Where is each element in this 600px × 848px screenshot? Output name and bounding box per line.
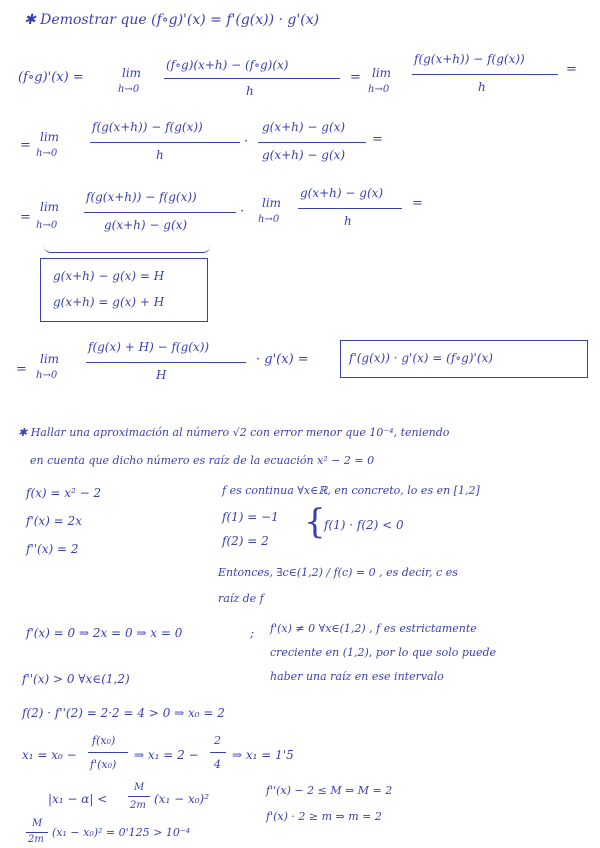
- row4-lim-sub: h→0: [36, 370, 58, 381]
- row2-frac-b-line: [258, 142, 366, 143]
- def-fprime: f'(x) = 2x: [26, 514, 82, 528]
- row2-lim: lim: [40, 130, 60, 144]
- row3-dot: ·: [240, 204, 245, 219]
- row2-dot: ·: [244, 134, 249, 149]
- newton-num: f(x₀): [92, 734, 116, 747]
- row3-den-b: h: [344, 214, 352, 228]
- row3-lim-a-sub: h→0: [36, 220, 58, 231]
- f-at-1: f(1) = −1: [222, 510, 279, 524]
- row1-num-a: (f∘g)(x+h) − (f∘g)(x): [166, 58, 289, 72]
- newton-rhs-a: ⇒ x₁ = 2 −: [134, 748, 199, 762]
- row2-den-b: g(x+h) − g(x): [262, 148, 346, 162]
- row4-num: f(g(x) + H) − f(g(x)): [88, 340, 210, 354]
- error-frac-num: M: [134, 782, 145, 793]
- row1-lim-a: lim: [122, 66, 142, 80]
- brace-bolzano: {: [304, 502, 326, 542]
- substitution-box: [40, 258, 208, 322]
- row1-den-b: h: [478, 80, 486, 94]
- subst-line-2: g(x+h) = g(x) + H: [53, 295, 165, 309]
- monotonic-line3: haber una raíz en ese intervalo: [270, 670, 444, 683]
- error-frac-den: 2m: [130, 800, 146, 811]
- row4-lim: lim: [40, 352, 60, 366]
- heading-hallar-line2: en cuenta que dicho número es raíz de la ecuación x² − 2 = 0: [30, 454, 375, 467]
- row1-lim-b-sub: h→0: [368, 84, 390, 95]
- newton-rhs-b: ⇒ x₁ = 1'5: [232, 748, 294, 762]
- row2-lim-sub: h→0: [36, 148, 58, 159]
- bolzano-line1: Entonces, ∃c∈(1,2) / f(c) = 0 , es decir, c es: [218, 566, 458, 579]
- bound-M: f''(x) − 2 ≤ M ⇒ M = 2: [266, 784, 393, 797]
- continuity-line: f es continua ∀x∈ℝ, en concreto, lo es en [1,2]: [222, 484, 480, 497]
- heading-demostrar: ✱ Demostrar que (f∘g)'(x) = f'(g(x)) · g'(x): [24, 12, 320, 28]
- newton-den: f'(x₀): [90, 758, 117, 771]
- row2-num-a: f(g(x+h)) − f(g(x)): [92, 120, 203, 134]
- newton-rhs-num: 2: [214, 734, 221, 747]
- row3-eq: =: [20, 210, 31, 225]
- monotonic-line2: creciente en (1,2), por lo que solo puede: [270, 646, 497, 659]
- row1-frac-a-line: [164, 78, 340, 79]
- row1-eq-b: =: [566, 62, 577, 77]
- err-value-frac-line: [26, 832, 48, 833]
- bolzano-line2: raíz de f: [218, 592, 264, 605]
- row1-eq-a: =: [350, 70, 361, 85]
- result-box: [340, 340, 588, 378]
- row2-frac-a-line: [90, 142, 240, 143]
- row2-eq: =: [20, 138, 31, 153]
- underbrace: [44, 246, 210, 253]
- err-value-frac-num: M: [32, 818, 43, 829]
- monotonic-line1: f'(x) ≠ 0 ∀x∈(1,2) , f es estrictamente: [270, 622, 477, 635]
- heading-hallar-line1: ✱ Hallar una aproximación al número √2 con error menor que 10⁻⁴, teniendo: [18, 426, 450, 439]
- bound-m: f'(x) · 2 ≥ m ⇒ m = 2: [266, 810, 382, 823]
- newton-rhs-den: 4: [214, 758, 221, 771]
- row4-eq: =: [16, 362, 27, 377]
- row1-num-b: f(g(x+h)) − f(g(x)): [414, 52, 525, 66]
- product-sign: f(1) · f(2) < 0: [324, 518, 404, 532]
- row1-frac-b-line: [412, 74, 558, 75]
- row4-frac-line: [86, 362, 246, 363]
- error-bound-lhs: |x₁ − α| <: [48, 792, 108, 806]
- row3-lim-b: lim: [262, 196, 282, 210]
- row1-den-a: h: [246, 84, 254, 98]
- row3-eq-end: =: [412, 196, 423, 211]
- err-value-tail: (x₁ − x₀)² = 0'125 > 10⁻⁴: [52, 826, 191, 839]
- f-at-2: f(2) = 2: [222, 534, 269, 548]
- row3-frac-a-line: [84, 212, 236, 213]
- separator: ;: [250, 626, 255, 640]
- subst-line-1: g(x+h) − g(x) = H: [53, 269, 165, 283]
- row2-num-b: g(x+h) − g(x): [262, 120, 346, 134]
- fsecond-positive: f''(x) > 0 ∀x∈(1,2): [22, 672, 130, 686]
- row2-eq-end: =: [372, 132, 383, 147]
- newton-rhs-frac-line: [210, 752, 226, 753]
- newton-lhs: x₁ = x₀ −: [22, 748, 77, 762]
- row4-den: H: [156, 368, 167, 382]
- x0-choice: f(2) · f''(2) = 2·2 = 4 > 0 ⇒ x₀ = 2: [22, 706, 225, 720]
- err-value-frac-den: 2m: [28, 834, 44, 845]
- row3-num-a: f(g(x+h)) − f(g(x)): [86, 190, 197, 204]
- row1-lim-b: lim: [372, 66, 392, 80]
- row4-mid: · g'(x) =: [256, 352, 309, 367]
- row1-lim-a-sub: h→0: [118, 84, 140, 95]
- def-fsecond: f''(x) = 2: [26, 542, 79, 556]
- row2-den-a: h: [156, 148, 164, 162]
- row3-den-a: g(x+h) − g(x): [104, 218, 188, 232]
- row3-lim-a: lim: [40, 200, 60, 214]
- newton-frac-line: [88, 752, 128, 753]
- row3-frac-b-line: [298, 208, 402, 209]
- error-frac-line: [128, 796, 150, 797]
- def-f: f(x) = x² − 2: [26, 486, 102, 500]
- deriv-zero: f'(x) = 0 ⇒ 2x = 0 ⇒ x = 0: [26, 626, 183, 640]
- row4-result: f'(g(x)) · g'(x) = (f∘g)'(x): [349, 351, 493, 365]
- row1-lhs: (f∘g)'(x) =: [18, 70, 84, 85]
- row3-num-b: g(x+h) − g(x): [300, 186, 384, 200]
- row3-lim-b-sub: h→0: [258, 214, 280, 225]
- error-bound-tail: (x₁ − x₀)²: [154, 792, 210, 806]
